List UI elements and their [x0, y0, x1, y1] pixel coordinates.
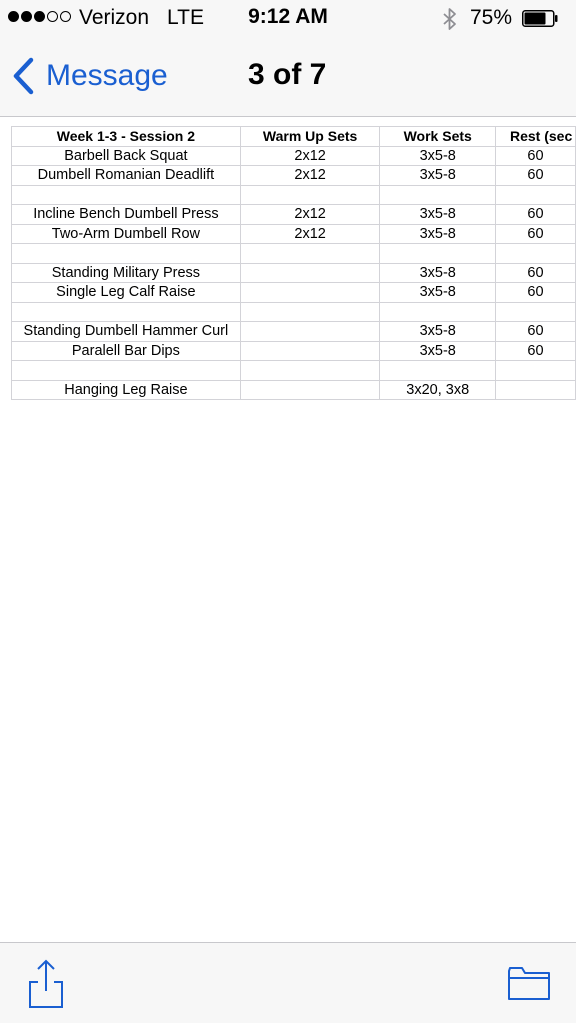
table-cell: [240, 185, 380, 205]
table-cell: 60: [496, 283, 576, 303]
table-spacer-row: [12, 361, 576, 381]
table-cell: Standing Dumbell Hammer Curl: [12, 322, 241, 342]
table-cell: [496, 185, 576, 205]
document-view[interactable]: [11, 126, 576, 400]
battery-level-fill: [525, 13, 546, 25]
table-cell: Standing Military Press: [12, 263, 241, 283]
table-cell: [240, 244, 380, 264]
table-cell: [240, 361, 380, 381]
page-counter-title: 3 of 7: [248, 58, 327, 91]
table-cell: [380, 302, 496, 322]
table-cell: 60: [496, 205, 576, 225]
table-row: [12, 224, 576, 244]
table-row: [12, 341, 576, 361]
table-cell: 3x5-8: [380, 283, 496, 303]
table-cell: 60: [496, 166, 576, 186]
table-cell: Two-Arm Dumbell Row: [12, 224, 241, 244]
table-cell: [496, 380, 576, 400]
table-cell: [12, 244, 241, 264]
table-cell: [240, 322, 380, 342]
table-spacer-row: [12, 185, 576, 205]
table-cell: [12, 185, 241, 205]
table-cell: 3x5-8: [380, 224, 496, 244]
table-cell: 3x5-8: [380, 166, 496, 186]
table-cell: [240, 283, 380, 303]
table-row: [12, 283, 576, 303]
table-row: [12, 380, 576, 400]
table-cell: Hanging Leg Raise: [12, 380, 241, 400]
chevron-left-icon: [10, 56, 36, 96]
table-cell: Incline Bench Dumbell Press: [12, 205, 241, 225]
table-row: [12, 146, 576, 166]
table-cell: 60: [496, 224, 576, 244]
table-cell: [496, 361, 576, 381]
table-row: [12, 166, 576, 186]
table-cell: [240, 263, 380, 283]
carrier-name: Verizon: [79, 6, 150, 29]
navigation-bar: [0, 38, 576, 117]
table-cell: [240, 380, 380, 400]
table-cell: 60: [496, 322, 576, 342]
status-time: 9:12 AM: [248, 5, 328, 28]
column-header: Rest (sec: [496, 127, 576, 147]
table-cell: 2x12: [240, 224, 380, 244]
table-cell: 2x12: [240, 166, 380, 186]
table-spacer-row: [12, 244, 576, 264]
table-cell: Barbell Back Squat: [12, 146, 241, 166]
table-cell: [380, 361, 496, 381]
table-row: [12, 322, 576, 342]
table-cell: [496, 302, 576, 322]
table-cell: Single Leg Calf Raise: [12, 283, 241, 303]
table-cell: [240, 302, 380, 322]
network-type: LTE: [167, 6, 204, 29]
table-cell: 60: [496, 146, 576, 166]
share-icon[interactable]: [26, 957, 66, 1009]
workout-table: [11, 126, 576, 400]
table-cell: 60: [496, 341, 576, 361]
column-header: Week 1-3 - Session 2: [12, 127, 241, 147]
table-cell: Dumbell Romanian Deadlift: [12, 166, 241, 186]
back-button[interactable]: [10, 54, 168, 98]
table-cell: 60: [496, 263, 576, 283]
table-cell: 3x20, 3x8: [380, 380, 496, 400]
battery-icon: [522, 10, 558, 27]
table-header-row: [12, 127, 576, 147]
table-cell: Paralell Bar Dips: [12, 341, 241, 361]
table-cell: [380, 244, 496, 264]
table-cell: [12, 302, 241, 322]
table-cell: 2x12: [240, 205, 380, 225]
table-spacer-row: [12, 302, 576, 322]
table-row: [12, 205, 576, 225]
table-row: [12, 263, 576, 283]
table-cell: [12, 361, 241, 381]
column-header: Warm Up Sets: [240, 127, 380, 147]
back-button-label: Message: [46, 59, 168, 92]
column-header: Work Sets: [380, 127, 496, 147]
table-cell: 3x5-8: [380, 322, 496, 342]
table-cell: 3x5-8: [380, 146, 496, 166]
table-cell: [496, 244, 576, 264]
table-cell: 2x12: [240, 146, 380, 166]
table-cell: 3x5-8: [380, 263, 496, 283]
folder-icon[interactable]: [507, 965, 551, 1001]
bottom-toolbar: [0, 942, 576, 1023]
table-cell: 3x5-8: [380, 341, 496, 361]
table-body: [12, 146, 576, 400]
status-bar: [0, 0, 576, 38]
table-cell: [240, 341, 380, 361]
battery-percentage: 75%: [470, 6, 513, 29]
table-cell: 3x5-8: [380, 205, 496, 225]
table-cell: [380, 185, 496, 205]
bluetooth-icon: [442, 7, 458, 31]
